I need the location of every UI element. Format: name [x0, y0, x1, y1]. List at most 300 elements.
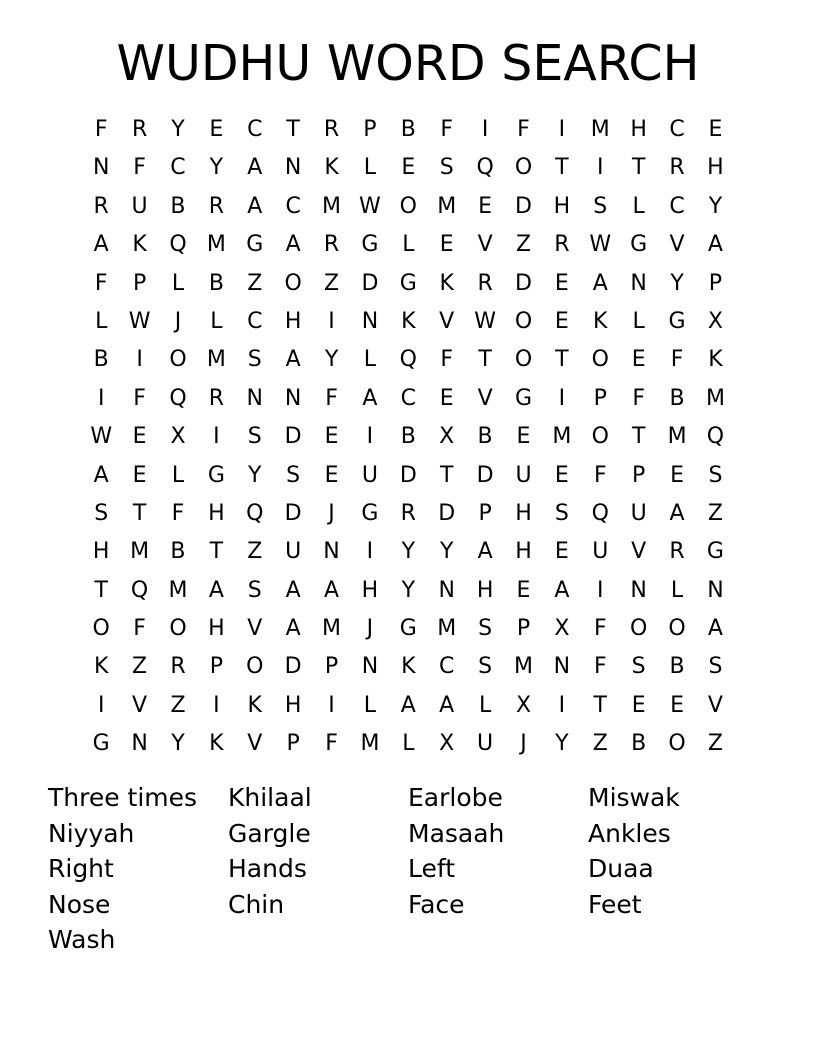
grid-letter: M: [322, 193, 342, 219]
grid-letter: O: [668, 616, 686, 642]
word-list-item: Gargle: [228, 818, 311, 848]
grid-letter: Y: [209, 155, 224, 181]
grid-letter: N: [361, 654, 379, 680]
grid-letter: R: [554, 232, 570, 258]
grid-letter: M: [322, 616, 342, 642]
grid-letter: R: [170, 654, 186, 680]
grid-row: [82, 648, 735, 686]
grid-letter: U: [515, 462, 532, 488]
grid-letter: D: [361, 270, 379, 296]
word-list-item: Left: [408, 854, 456, 884]
grid-letter: V: [631, 539, 647, 565]
grid-letter: F: [632, 385, 645, 411]
grid-letter: L: [632, 193, 645, 219]
word-list-item: Chin: [228, 889, 285, 919]
word-list-item: Niyyah: [48, 818, 135, 848]
word-list-item: Wash: [48, 925, 116, 955]
grid-letter: L: [95, 308, 108, 334]
grid-letter: F: [593, 462, 607, 488]
grid-letter: A: [93, 462, 109, 488]
grid-row: [82, 495, 735, 533]
grid-letter: E: [439, 232, 454, 258]
grid-letter: H: [208, 500, 225, 526]
grid-letter: Z: [247, 270, 263, 296]
grid-letter: E: [670, 692, 684, 718]
grid-letter: N: [438, 577, 455, 603]
grid-letter: E: [516, 424, 531, 450]
grid-letter: A: [93, 232, 109, 258]
grid-letter: R: [477, 270, 493, 296]
grid-letter: H: [208, 616, 225, 642]
grid-letter: A: [324, 577, 340, 603]
grid-letter: E: [554, 539, 569, 565]
grid-letter: E: [554, 462, 569, 488]
grid-letter: F: [670, 347, 684, 373]
grid-letter: F: [133, 616, 146, 642]
grid-letter: T: [439, 462, 454, 488]
grid-letter: K: [324, 155, 339, 181]
word-list-item: Masaah: [408, 818, 505, 848]
grid-letter: N: [361, 308, 379, 334]
grid-letter: Y: [439, 539, 454, 565]
grid-letter: E: [132, 462, 147, 488]
grid-letter: Y: [324, 347, 339, 373]
grid-letter: Y: [670, 270, 684, 296]
grid-letter: P: [286, 731, 300, 757]
word-list-row: [48, 922, 768, 958]
grid-letter: R: [323, 232, 340, 258]
grid-letter: F: [94, 270, 108, 296]
grid-letter: Y: [248, 462, 262, 488]
grid-letter: R: [323, 117, 340, 142]
grid-letter: L: [171, 270, 185, 296]
grid-letter: O: [169, 347, 187, 373]
grid-letter: B: [93, 347, 109, 373]
grid-letter: S: [94, 500, 109, 526]
grid-letter: H: [284, 308, 302, 334]
word-list-item: Earlobe: [408, 783, 503, 812]
grid-letter: L: [210, 308, 223, 334]
grid-letter: M: [130, 539, 150, 565]
grid-letter: I: [97, 692, 105, 718]
word-list-item: Duaa: [588, 854, 654, 884]
grid-letter: S: [478, 654, 493, 680]
grid-letter: X: [707, 308, 723, 334]
grid-letter: O: [92, 616, 110, 642]
grid-letter: D: [515, 193, 532, 219]
letter-grid: [82, 111, 735, 764]
grid-letter: J: [520, 731, 527, 757]
grid-letter: P: [593, 385, 607, 411]
grid-letter: Q: [246, 500, 264, 526]
grid-letter: B: [477, 424, 493, 450]
grid-letter: Y: [401, 539, 416, 565]
grid-letter: T: [132, 500, 147, 526]
grid-letter: P: [324, 654, 339, 680]
grid-letter: L: [632, 308, 645, 334]
grid-letter: K: [93, 654, 109, 680]
grid-letter: I: [366, 539, 374, 565]
grid-letter: B: [400, 424, 416, 450]
grid-letter: F: [593, 654, 607, 680]
grid-letter: M: [206, 347, 226, 373]
grid-letter: L: [402, 232, 415, 258]
grid-letter: T: [555, 347, 569, 373]
grid-letter: D: [284, 424, 302, 450]
grid-letter: S: [478, 616, 493, 642]
grid-letter: W: [128, 308, 151, 334]
grid-row: [82, 418, 735, 456]
grid-letter: V: [247, 731, 263, 757]
grid-letter: U: [592, 539, 609, 565]
grid-letter: I: [328, 308, 335, 334]
grid-letter: G: [706, 539, 724, 565]
grid-letter: H: [553, 193, 571, 219]
grid-letter: F: [517, 117, 530, 142]
grid-letter: D: [399, 462, 417, 488]
grid-letter: N: [553, 654, 571, 680]
grid-letter: X: [554, 616, 570, 642]
word-list-item: Three times: [48, 783, 198, 812]
grid-letter: L: [363, 155, 377, 181]
grid-letter: A: [247, 155, 263, 181]
grid-letter: G: [207, 462, 225, 488]
grid-letter: Q: [399, 347, 417, 373]
grid-letter: T: [94, 577, 108, 603]
grid-letter: K: [708, 347, 723, 373]
grid-letter: Y: [171, 731, 185, 757]
grid-letter: V: [477, 232, 493, 258]
grid-letter: O: [514, 155, 533, 181]
grid-letter: L: [363, 692, 377, 718]
grid-letter: A: [554, 577, 570, 603]
grid-letter: C: [400, 385, 416, 411]
grid-letter: P: [209, 654, 223, 680]
grid-letter: D: [284, 654, 302, 680]
grid-letter: G: [92, 731, 110, 757]
grid-row: [82, 341, 735, 379]
grid-letter: C: [247, 117, 263, 142]
page-title: WUDHU WORD SEARCH: [116, 35, 700, 92]
grid-letter: U: [131, 193, 148, 219]
grid-letter: R: [669, 539, 685, 565]
grid-letter: V: [132, 692, 148, 718]
grid-letter: F: [440, 347, 454, 373]
grid-letter: O: [399, 193, 417, 219]
grid-letter: N: [707, 577, 724, 603]
grid-letter: E: [631, 692, 646, 718]
grid-letter: P: [708, 270, 723, 296]
word-list-row: [48, 887, 768, 923]
grid-letter: L: [171, 462, 185, 488]
grid-letter: G: [514, 385, 533, 411]
grid-letter: F: [133, 155, 146, 181]
grid-letter: E: [439, 385, 454, 411]
grid-letter: Y: [708, 193, 723, 219]
grid-letter: B: [669, 654, 685, 680]
grid-letter: N: [131, 731, 148, 757]
grid-letter: U: [361, 462, 378, 488]
grid-letter: V: [669, 232, 685, 258]
grid-letter: I: [597, 577, 604, 603]
grid-letter: H: [284, 692, 302, 718]
grid-letter: P: [132, 270, 147, 296]
grid-letter: Z: [592, 731, 608, 757]
grid-letter: V: [247, 616, 263, 642]
grid-letter: L: [363, 347, 377, 373]
grid-letter: V: [477, 385, 493, 411]
grid-letter: K: [401, 654, 416, 680]
grid-letter: Q: [591, 500, 609, 526]
grid-letter: S: [708, 462, 723, 488]
grid-letter: Z: [515, 232, 532, 258]
grid-letter: A: [592, 270, 608, 296]
grid-letter: E: [554, 308, 569, 334]
grid-letter: C: [285, 193, 301, 219]
grid-letter: T: [631, 424, 646, 450]
grid-row: [82, 380, 735, 418]
grid-letter: S: [631, 654, 646, 680]
grid-letter: G: [668, 308, 686, 334]
word-list-row: [48, 816, 768, 852]
grid-row: [82, 303, 735, 341]
grid-letter: E: [132, 424, 147, 450]
grid-letter: E: [478, 193, 493, 219]
grid-letter: I: [213, 692, 220, 718]
grid-letter: I: [328, 692, 335, 718]
grid-letter: N: [284, 385, 302, 411]
word-list: [48, 780, 768, 958]
grid-row: [82, 111, 735, 149]
grid-letter: E: [708, 117, 723, 142]
grid-letter: X: [170, 424, 186, 450]
grid-letter: I: [558, 385, 566, 411]
grid-letter: K: [401, 308, 416, 334]
grid-letter: I: [558, 117, 566, 142]
grid-letter: N: [284, 155, 302, 181]
grid-letter: Y: [555, 731, 569, 757]
grid-letter: O: [668, 731, 686, 757]
grid-letter: N: [323, 539, 340, 565]
grid-letter: A: [707, 232, 723, 258]
word-list-item: Hands: [228, 854, 307, 884]
grid-letter: I: [136, 347, 143, 373]
grid-letter: H: [361, 577, 379, 603]
grid-letter: N: [630, 577, 647, 603]
grid-letter: H: [515, 539, 532, 565]
grid-letter: F: [440, 117, 454, 142]
grid-letter: R: [131, 117, 148, 142]
grid-letter: X: [439, 731, 455, 757]
grid-letter: R: [208, 193, 225, 219]
grid-letter: T: [478, 347, 492, 373]
grid-letter: Q: [169, 232, 187, 258]
grid-letter: X: [515, 692, 532, 718]
grid-letter: Z: [132, 654, 148, 680]
grid-letter: C: [247, 308, 263, 334]
grid-letter: N: [630, 270, 647, 296]
grid-letter: M: [590, 117, 610, 142]
grid-letter: S: [554, 500, 569, 526]
grid-letter: B: [631, 731, 647, 757]
grid-letter: U: [630, 500, 647, 526]
grid-letter: C: [170, 155, 186, 181]
grid-letter: S: [247, 424, 262, 450]
grid-letter: V: [439, 308, 455, 334]
grid-letter: E: [209, 117, 224, 142]
grid-letter: R: [208, 385, 225, 411]
grid-row: [82, 188, 735, 226]
grid-letter: H: [476, 577, 494, 603]
word-list-row: [48, 780, 768, 816]
grid-row: [82, 725, 735, 763]
word-list-item: Face: [408, 889, 465, 919]
grid-letter: H: [92, 539, 110, 565]
grid-letter: M: [206, 232, 226, 258]
grid-letter: A: [669, 500, 685, 526]
grid-letter: Z: [170, 692, 186, 718]
grid-letter: E: [401, 155, 416, 181]
grid-letter: K: [593, 308, 608, 334]
grid-letter: S: [247, 347, 262, 373]
grid-letter: K: [132, 232, 147, 258]
grid-letter: O: [514, 308, 533, 334]
grid-letter: W: [474, 308, 496, 334]
grid-letter: R: [400, 500, 416, 526]
grid-letter: A: [707, 616, 723, 642]
grid-letter: A: [439, 692, 455, 718]
word-list-row: [48, 851, 768, 887]
grid-letter: E: [516, 577, 531, 603]
grid-letter: E: [670, 462, 684, 488]
grid-row: [82, 610, 735, 648]
grid-letter: A: [362, 385, 378, 411]
grid-letter: I: [597, 155, 604, 181]
grid-letter: I: [213, 424, 220, 450]
grid-row: [82, 572, 735, 610]
grid-letter: X: [439, 424, 455, 450]
grid-letter: M: [168, 577, 188, 603]
grid-letter: H: [630, 117, 647, 142]
grid-letter: A: [247, 193, 263, 219]
grid-letter: B: [170, 193, 186, 219]
grid-letter: O: [514, 347, 533, 373]
grid-letter: Q: [476, 155, 494, 181]
grid-letter: T: [593, 692, 607, 718]
grid-letter: M: [667, 424, 687, 450]
grid-letter: T: [286, 117, 300, 142]
grid-letter: J: [366, 616, 374, 642]
grid-letter: M: [437, 616, 457, 642]
grid-letter: P: [478, 500, 492, 526]
grid-row: [82, 226, 735, 264]
grid-letter: E: [554, 270, 569, 296]
grid-letter: U: [477, 731, 494, 757]
grid-letter: K: [439, 270, 454, 296]
grid-letter: A: [285, 232, 301, 258]
grid-letter: J: [328, 500, 335, 526]
grid-letter: F: [325, 731, 338, 757]
grid-letter: B: [208, 270, 224, 296]
grid-letter: F: [133, 385, 146, 411]
grid-letter: R: [93, 193, 109, 219]
grid-letter: N: [92, 155, 110, 181]
grid-letter: W: [90, 424, 113, 450]
grid-letter: G: [361, 232, 379, 258]
grid-letter: T: [209, 539, 224, 565]
grid-letter: G: [361, 500, 379, 526]
grid-letter: B: [669, 385, 685, 411]
grid-letter: O: [246, 654, 264, 680]
grid-letter: S: [439, 155, 454, 181]
grid-letter: J: [174, 308, 182, 334]
grid-letter: O: [591, 347, 609, 373]
grid-letter: L: [402, 731, 415, 757]
grid-letter: A: [285, 347, 301, 373]
grid-row: [82, 149, 735, 187]
grid-letter: Z: [707, 731, 723, 757]
grid-letter: Z: [707, 500, 723, 526]
word-list-item: Nose: [48, 889, 111, 919]
grid-letter: I: [558, 692, 566, 718]
word-list-item: Miswak: [588, 783, 680, 812]
grid-letter: T: [631, 155, 646, 181]
word-list-item: Ankles: [588, 818, 671, 848]
grid-letter: C: [669, 193, 685, 219]
grid-letter: G: [246, 232, 264, 258]
grid-letter: C: [669, 117, 685, 142]
grid-letter: U: [285, 539, 302, 565]
grid-letter: H: [707, 155, 724, 181]
grid-letter: Z: [324, 270, 340, 296]
grid-letter: O: [284, 270, 302, 296]
grid-letter: Q: [130, 577, 149, 603]
grid-letter: I: [481, 117, 489, 142]
grid-letter: A: [477, 539, 493, 565]
grid-letter: V: [707, 692, 723, 718]
grid-letter: Q: [169, 385, 187, 411]
grid-letter: N: [246, 385, 263, 411]
grid-row: [82, 687, 735, 725]
grid-letter: M: [360, 731, 380, 757]
grid-letter: Z: [247, 539, 263, 565]
grid-letter: E: [324, 424, 339, 450]
grid-letter: P: [516, 616, 531, 642]
grid-letter: D: [476, 462, 494, 488]
grid-letter: F: [325, 385, 338, 411]
grid-letter: I: [97, 385, 105, 411]
grid-letter: S: [708, 654, 723, 680]
grid-letter: C: [439, 654, 455, 680]
word-list-item: Right: [48, 854, 114, 884]
grid-letter: M: [437, 193, 457, 219]
grid-letter: G: [630, 232, 648, 258]
grid-letter: K: [209, 731, 224, 757]
grid-letter: H: [515, 500, 532, 526]
grid-letter: S: [286, 462, 301, 488]
grid-letter: Q: [706, 424, 725, 450]
grid-letter: A: [285, 616, 301, 642]
word-list-item: Feet: [588, 889, 642, 919]
grid-letter: L: [670, 577, 684, 603]
grid-letter: D: [284, 500, 302, 526]
grid-letter: P: [632, 462, 646, 488]
grid-row: [82, 533, 735, 571]
grid-letter: D: [515, 270, 532, 296]
grid-letter: Y: [401, 577, 416, 603]
grid-letter: E: [631, 347, 646, 373]
grid-letter: D: [438, 500, 456, 526]
